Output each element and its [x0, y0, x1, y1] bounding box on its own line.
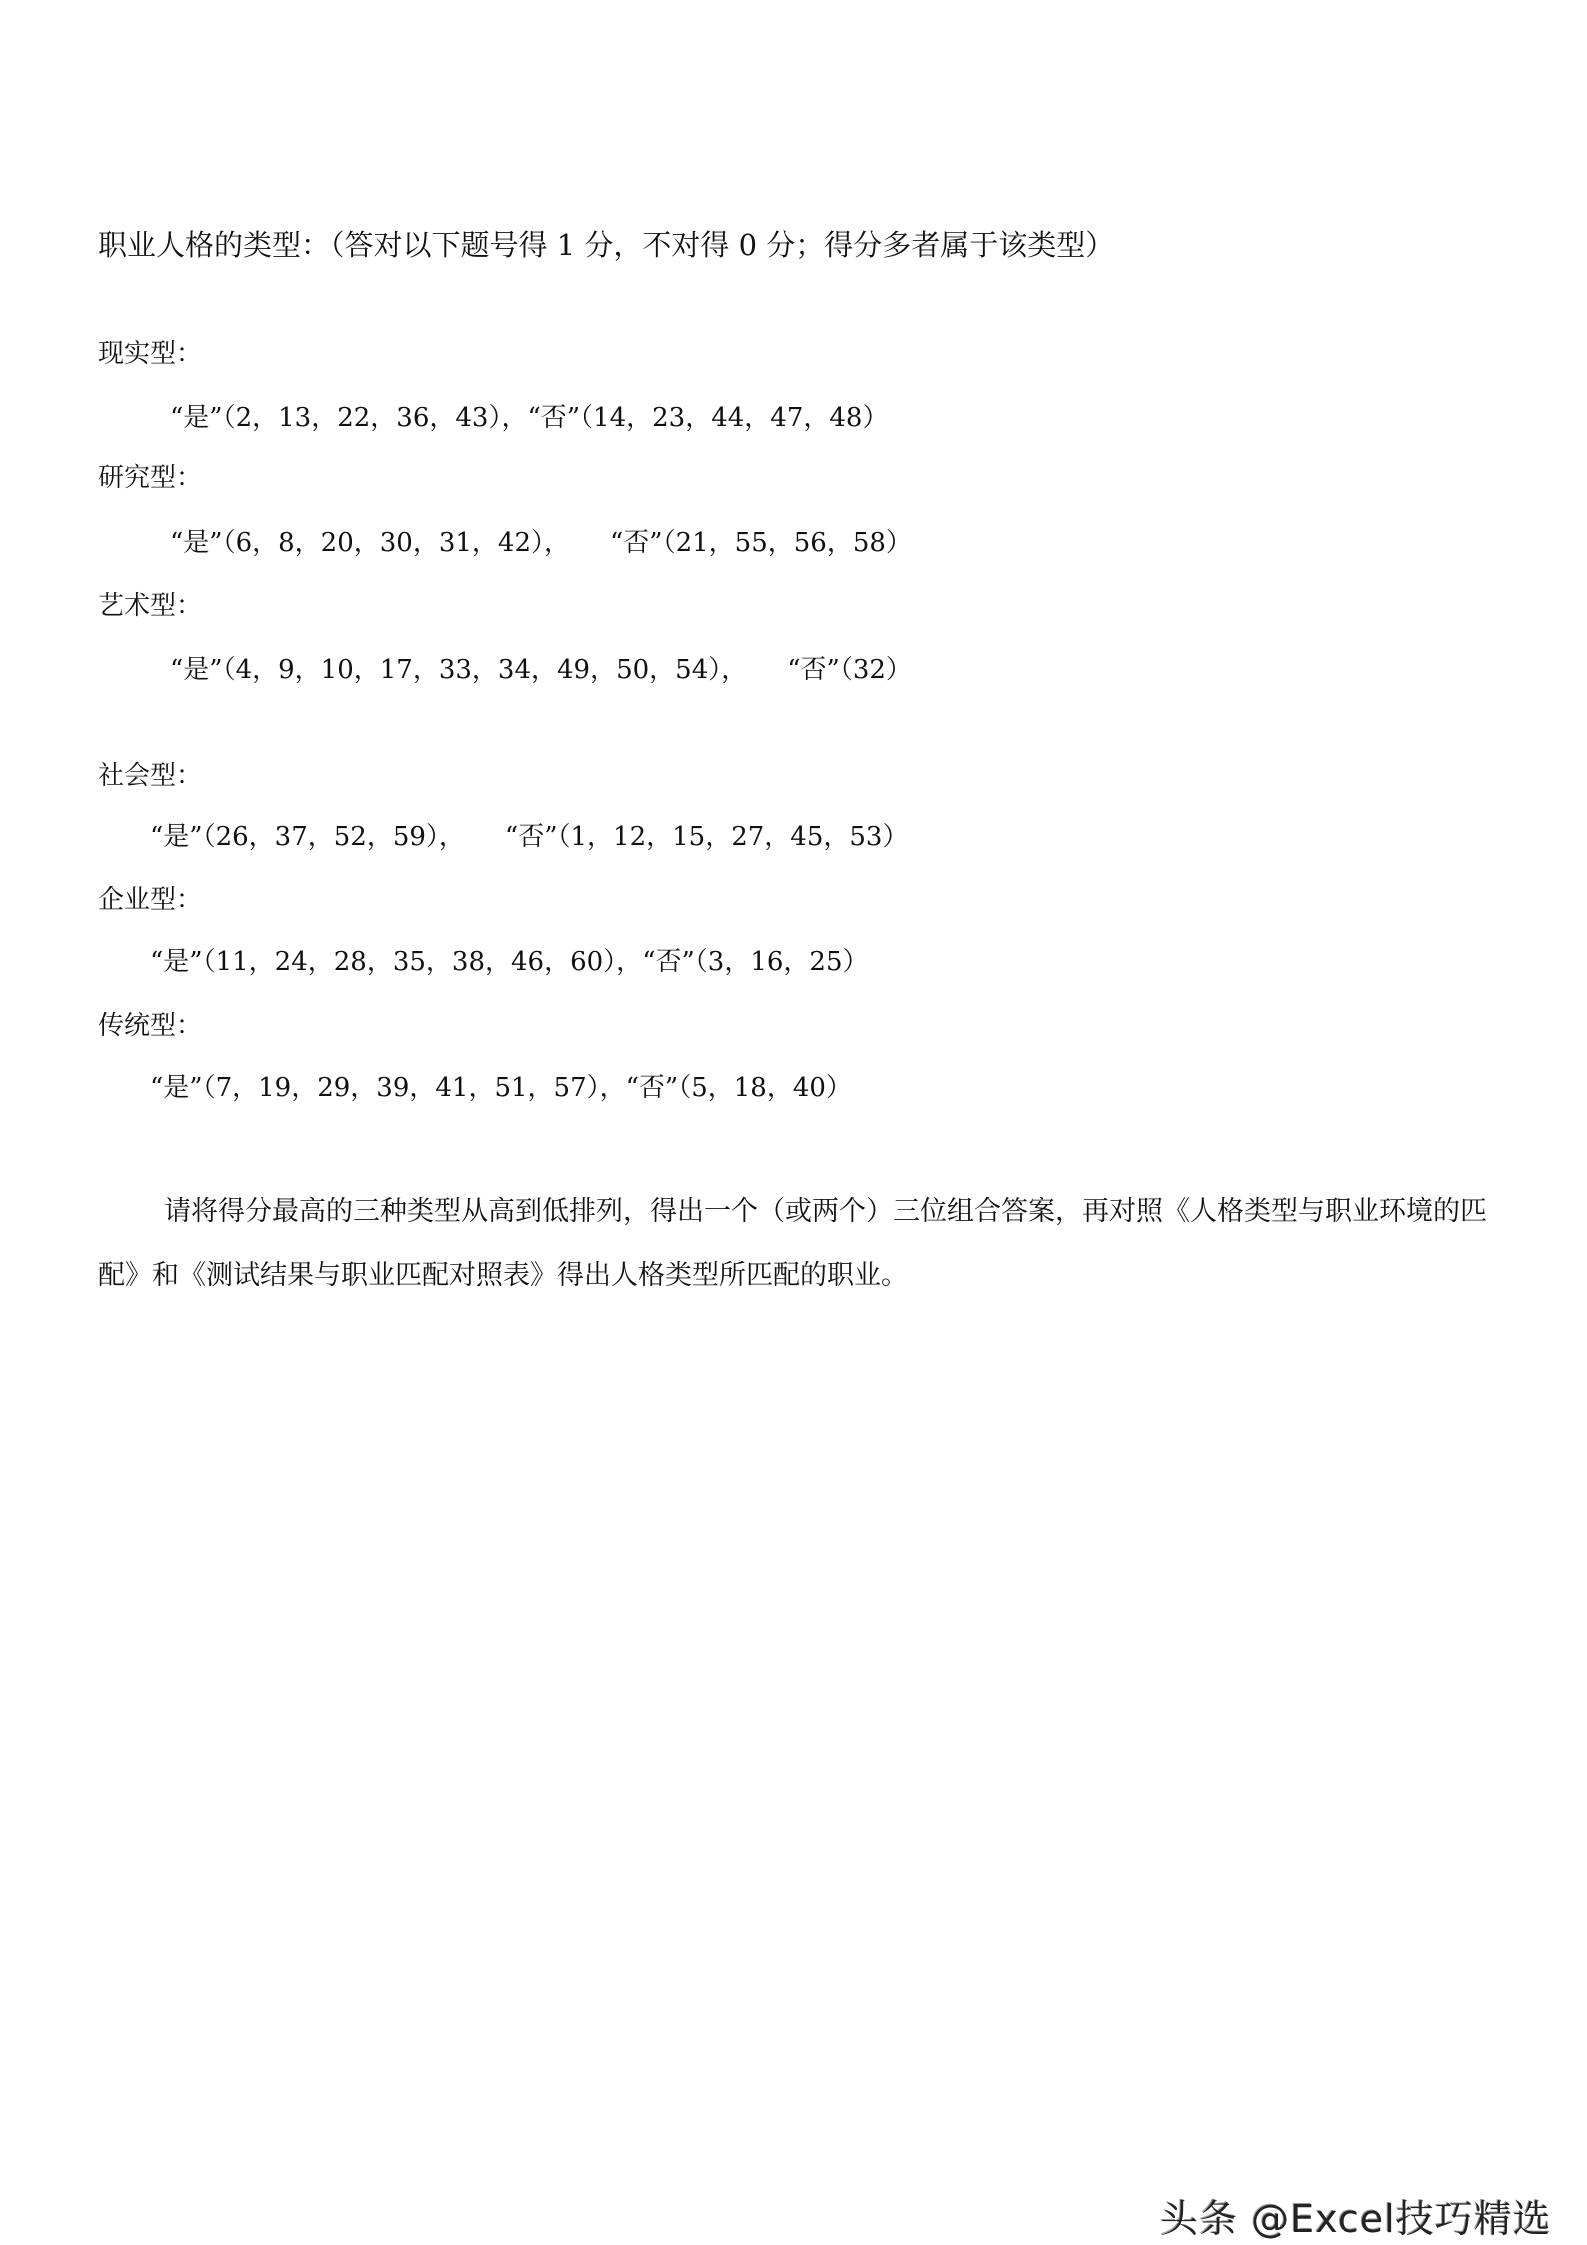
- no-items: “否”（21，55，56，58）: [610, 528, 912, 558]
- type-items-realistic: [170, 401, 888, 435]
- document-title: 职业人格的类型：（答对以下题号得 1 分，不对得 0 分；得分多者属于该类型）: [98, 228, 1115, 262]
- instruction-paragraph: 请将得分最高的三种类型从高到低排列，得出一个（或两个）三位组合答案，再对照《人格类型与职业环境的匹配》和《测试结果与职业匹配对照表》得出人格类型所匹配的职业。: [98, 1196, 1487, 1291]
- yes-items: “是”（11，24，28，35，38，46，60），: [150, 947, 643, 977]
- no-items: “否”（14，23，44，47，48）: [527, 403, 889, 433]
- yes-items: “是”（6，8，20，30，31，42），: [170, 528, 571, 558]
- yes-items: “是”（26，37，52，59），: [150, 822, 465, 852]
- yes-items: “是”（2，13，22，36，43），: [170, 403, 528, 433]
- type-items-investigative: [170, 526, 912, 560]
- type-items-enterprising: [150, 945, 868, 979]
- no-items: “否”（3，16，25）: [642, 947, 869, 977]
- no-items: “否”（5，18，40）: [625, 1073, 852, 1103]
- type-heading-social: 社会型：: [98, 761, 203, 791]
- yes-items: “是”（7，19，29，39，41，51，57），: [150, 1073, 626, 1103]
- type-heading-realistic: 现实型：: [98, 339, 203, 369]
- type-heading-artistic: 艺术型：: [98, 591, 203, 621]
- type-heading-enterprising: 企业型：: [98, 885, 203, 915]
- no-items: “否”（32）: [787, 655, 912, 685]
- type-heading-investigative: 研究型：: [98, 463, 203, 493]
- yes-items: “是”（4，9，10，17，33，34，49，50，54），: [170, 655, 748, 685]
- type-items-social: [150, 820, 908, 854]
- type-items-artistic: [170, 653, 912, 687]
- type-heading-conventional: 传统型：: [98, 1011, 203, 1041]
- no-items: “否”（1，12，15，27，45，53）: [504, 822, 909, 852]
- watermark: 头条 @Excel技巧精选: [1160, 2197, 1552, 2241]
- type-items-conventional: [150, 1071, 852, 1105]
